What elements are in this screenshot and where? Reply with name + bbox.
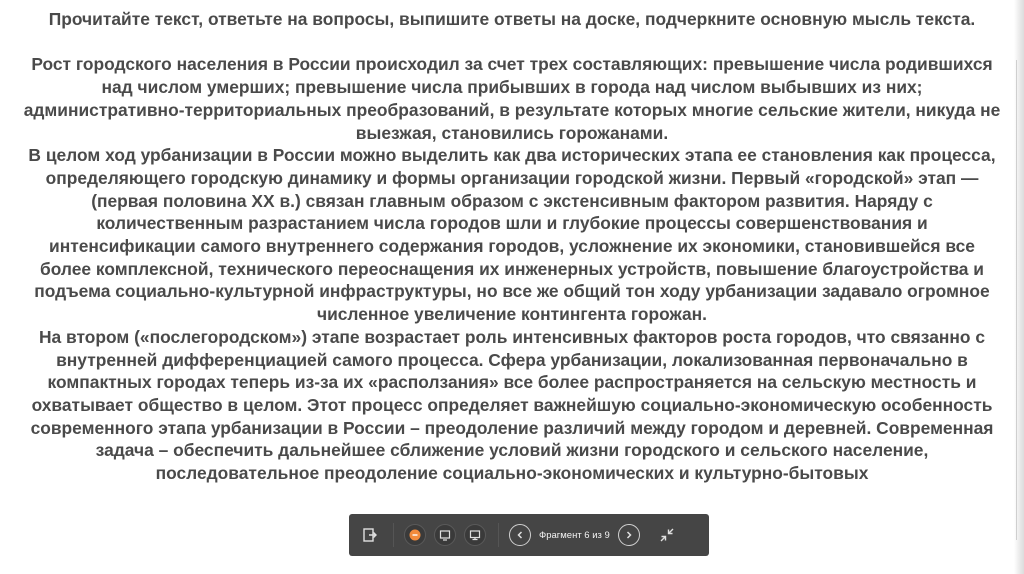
paragraph-1: Рост городского населения в России происходил за счет трех составляющих: превышение числа родившихся над числом умерших; превышение числа прибывших в города над числом выбывших из них; административно-территориальных преобразований, в результате которых многие сельские жители, никуда не выезжая, становились горожанами. xyxy=(23,54,1001,143)
prev-slide-button[interactable] xyxy=(509,524,531,546)
slide-text xyxy=(22,8,1002,485)
audio-button[interactable] xyxy=(404,524,426,546)
notes-icon xyxy=(438,528,452,542)
paragraph-2: В целом ход урбанизации в России можно выделить как два исторических этапа ее становления как процесса, определяющего городскую динамику и формы организации городской жизни. Первый «городской» этап — (первая половина XX в.) связан главным образом с экстенсивным фактором развития. Наряду с количественным разрастанием числа городов шли и глубокие процессы совершенствования и интенсификации самого внутреннего содержания городов, усложнение их экономики, становившейся все более комплексной, технического переоснащения их инженерных устройств, повышение благоустройства и подъема социально-культурной инфраструктуры, но все же общий тон ходу урбанизации задавало огромное численное увеличение контингента горожан. xyxy=(28,145,996,325)
audio-icon xyxy=(408,528,422,542)
slide-edge xyxy=(1014,0,1024,574)
chevron-left-icon xyxy=(515,530,525,540)
next-slide-button[interactable] xyxy=(618,524,640,546)
toolbar-separator xyxy=(393,523,394,547)
exit-button[interactable] xyxy=(359,524,381,546)
notes-button[interactable] xyxy=(434,524,456,546)
chevron-right-icon xyxy=(624,530,634,540)
paragraph-3: На втором («послегородском») этапе возрастает роль интенсивных факторов роста городов, что связанно с внутренней дифференциацией самого процесса. Сфера урбанизации, локализованная первоначально в компактных городах теперь из-за их «расползания» все более распространяется на сельскую местность и охватывает общество в целом. Этот процесс определяет важнейшую социально-экономическую особенность современного этапа урбанизации в России – преодоление различий между городом и деревней. Современная задача – обеспечить дальнейшее сближение условий жизни городского и сельского население, последовательное преодоление социально-экономических и культурно-бытовых xyxy=(30,326,994,484)
toolbar-separator xyxy=(498,523,499,547)
fragment-counter: Фрагмент 6 из 9 xyxy=(539,529,610,541)
exit-icon xyxy=(362,527,378,543)
fullscreen-icon xyxy=(659,527,675,543)
screen-button[interactable] xyxy=(464,524,486,546)
screen-icon xyxy=(468,528,482,542)
viewer-toolbar xyxy=(349,514,709,556)
fullscreen-button[interactable] xyxy=(656,524,678,546)
slide-title: Прочитайте текст, ответьте на вопросы, выпишите ответы на доске, подчеркните основную мысль текста. xyxy=(48,9,976,29)
